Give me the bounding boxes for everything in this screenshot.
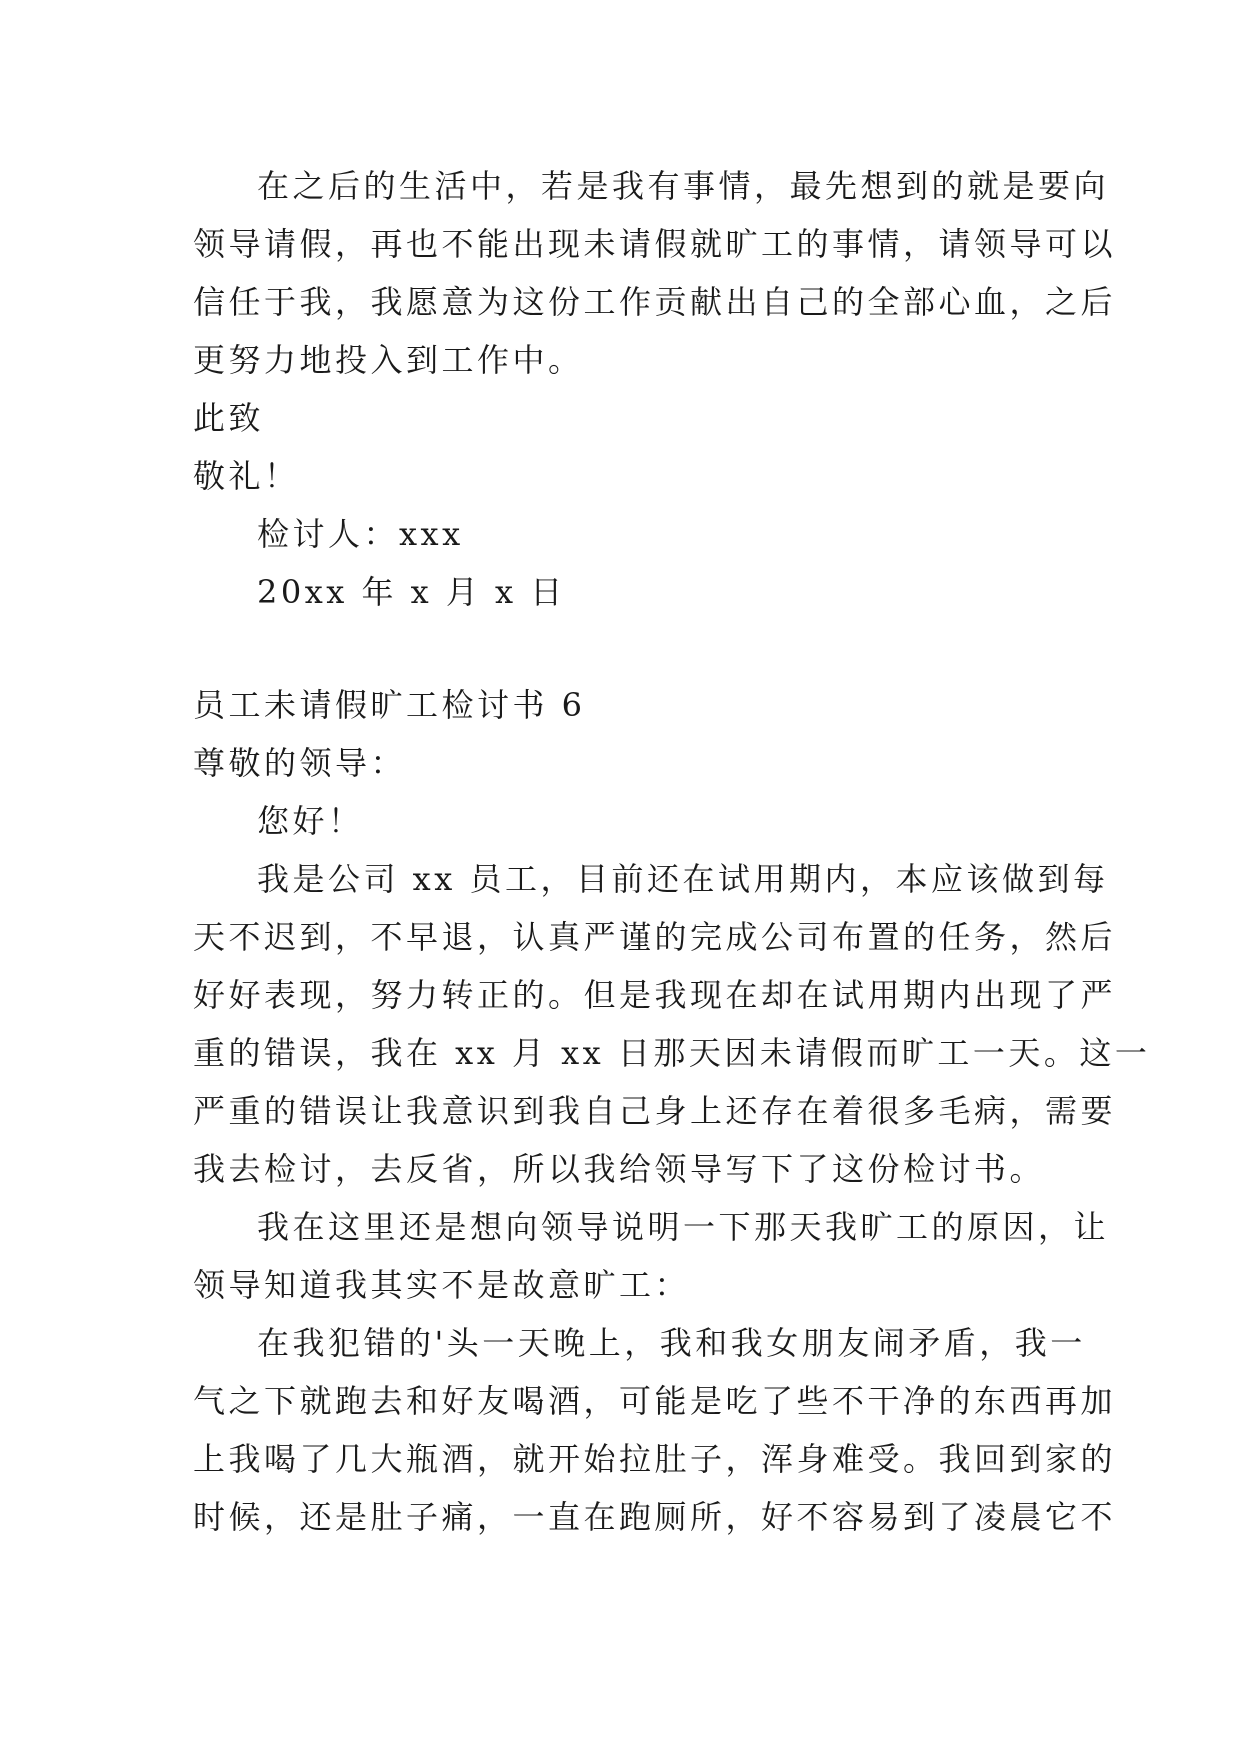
greeting: 您好！	[257, 802, 364, 840]
letter-title: 员工未请假旷工检讨书 6	[193, 686, 586, 724]
body-paragraph	[193, 850, 1151, 1198]
paragraph-line: 在之后的生活中，若是我有事情，最先想到的就是要向	[257, 167, 1110, 205]
letter-ending-section	[193, 157, 1117, 621]
paragraph-line: 信任于我，我愿意为这份工作贡献出自己的全部心血，之后	[193, 283, 1117, 321]
body-paragraph	[193, 1314, 1117, 1546]
date-line: 20xx 年 x 月 x 日	[257, 573, 566, 611]
body-paragraph	[193, 1198, 1110, 1314]
paragraph-line: 时候，还是肚子痛，一直在跑厕所，好不容易到了凌晨它不	[193, 1498, 1117, 1536]
paragraph-line: 严重的错误让我意识到我自己身上还存在着很多毛病，需要	[193, 1092, 1117, 1130]
body-paragraph	[193, 157, 1117, 389]
paragraph-line: 更努力地投入到工作中。	[193, 341, 584, 379]
paragraph-line: 我是公司 xx 员工，目前还在试用期内，本应该做到每	[257, 860, 1109, 898]
signer-line: 检讨人：xxx	[257, 515, 464, 553]
paragraph-line: 好好表现，努力转正的。但是我现在却在试用期内出现了严	[193, 976, 1117, 1014]
paragraph-line: 在我犯错的'头一天晚上，我和我女朋友闹矛盾，我一	[257, 1324, 1086, 1362]
paragraph-line: 我去检讨，去反省，所以我给领导写下了这份检讨书。	[193, 1150, 1046, 1188]
closing-line-2: 敬礼！	[193, 457, 300, 495]
paragraph-line: 气之下就跑去和好友喝酒，可能是吃了些不干净的东西再加	[193, 1382, 1117, 1420]
closing-line-1: 此致	[193, 399, 265, 437]
paragraph-line: 上我喝了几大瓶酒，就开始拉肚子，浑身难受。我回到家的	[193, 1440, 1117, 1478]
letter-6-section	[193, 676, 1151, 1546]
paragraph-line: 天不迟到，不早退，认真严谨的完成公司布置的任务，然后	[193, 918, 1117, 956]
paragraph-line: 领导知道我其实不是故意旷工：	[193, 1266, 691, 1304]
paragraph-line: 领导请假，再也不能出现未请假就旷工的事情，请领导可以	[193, 225, 1117, 263]
paragraph-line: 重的错误，我在 xx 月 xx 日那天因未请假而旷工一天。这一	[193, 1034, 1151, 1072]
salutation: 尊敬的领导：	[193, 744, 407, 782]
paragraph-line: 我在这里还是想向领导说明一下那天我旷工的原因，让	[257, 1208, 1110, 1246]
